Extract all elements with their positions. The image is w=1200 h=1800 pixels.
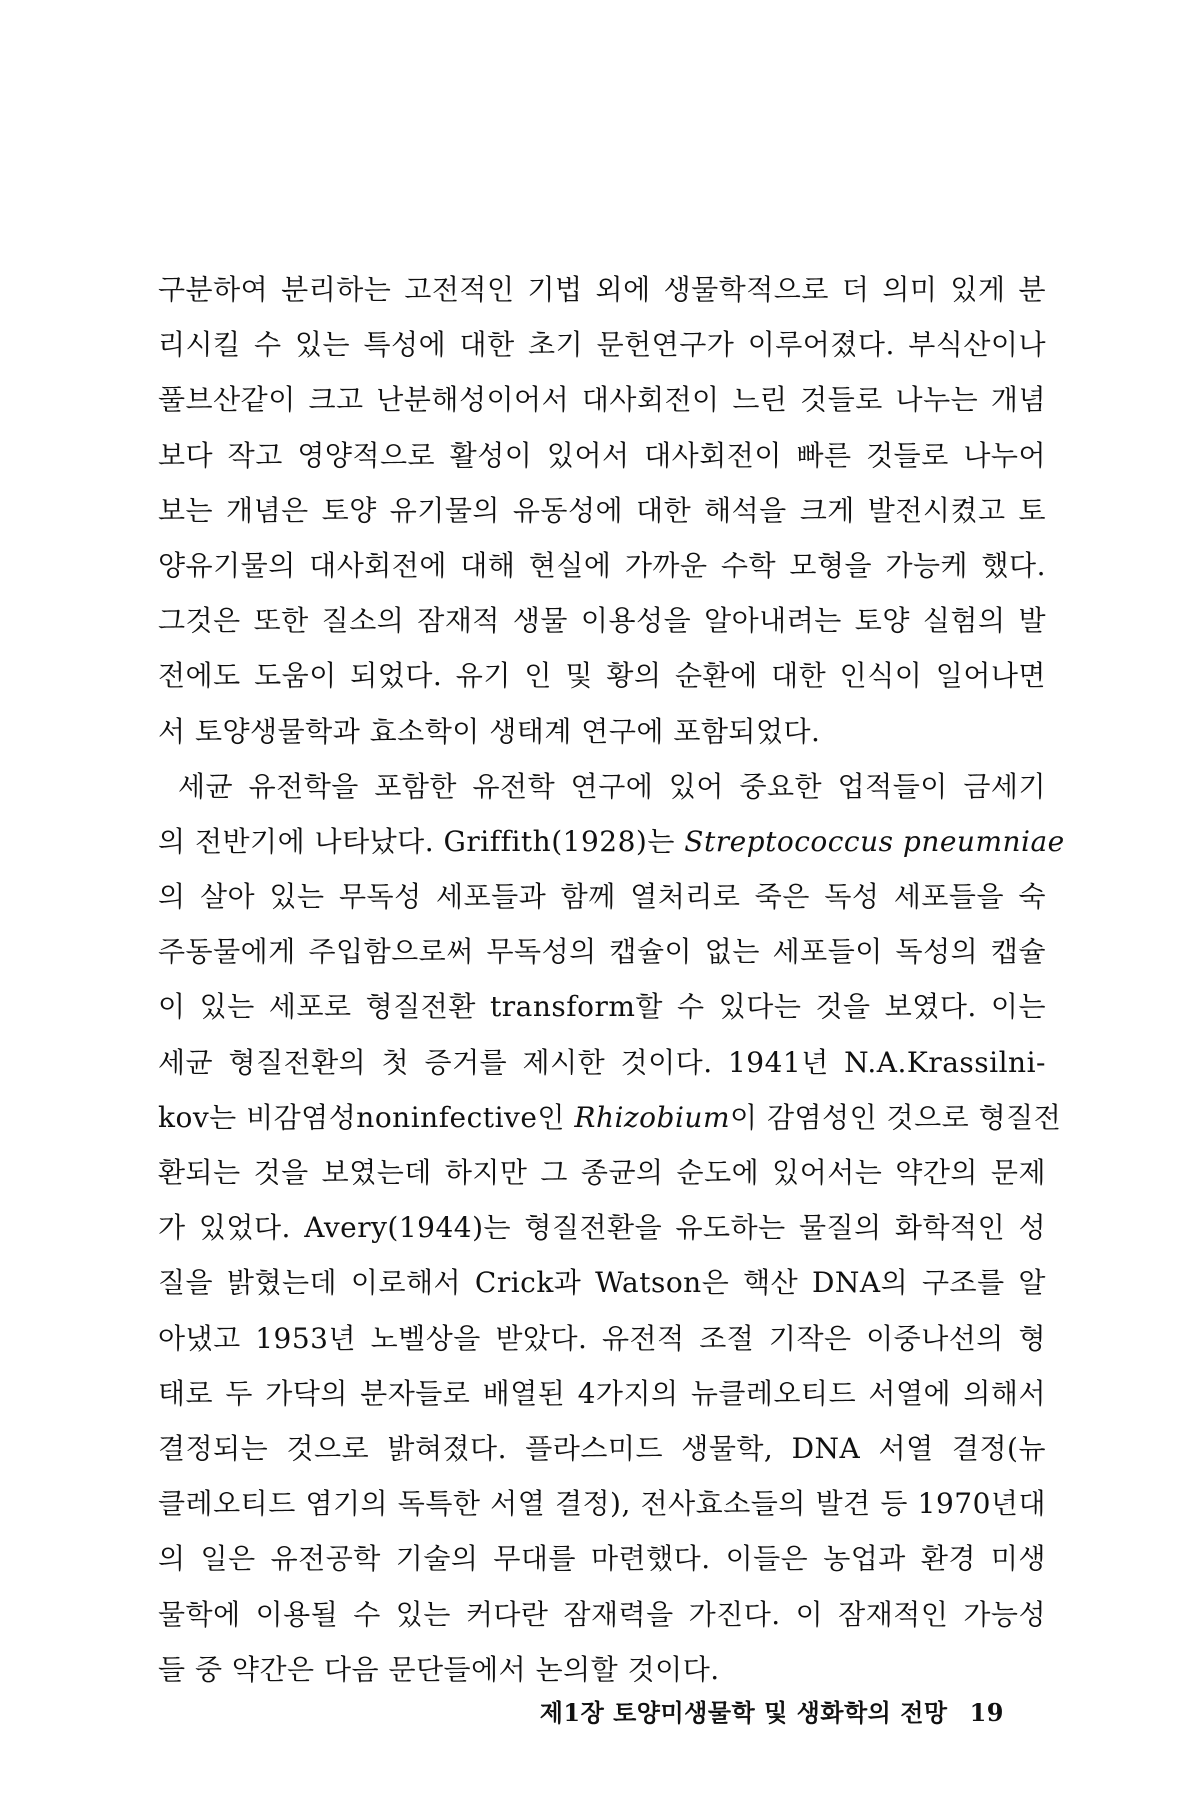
text-line: 풀브산같이 크고 난분해성이어서 대사회전이 느린 것들로 나누는 개념 (158, 383, 1046, 417)
text-line: 주동물에게 주입함으로써 무독성의 캡슐이 없는 세포들이 독성의 캡슐 (158, 935, 1046, 969)
text-line: 구분하여 분리하는 고전적인 기법 외에 생물학적으로 더 의미 있게 분 (158, 273, 1046, 306)
text-line: 질을 밝혔는데 이로해서 Crick과 Watson은 핵산 DNA의 구조를 알 (158, 1266, 1046, 1300)
running-footer (540, 1693, 1004, 1728)
text-line: 의 일은 유전공학 기술의 무대를 마련했다. 이들은 농업과 환경 미생 (158, 1542, 1046, 1576)
text-line: kov는 비감염성noninfective인 Rhizobium이 감염성인 것으로 형질전 (158, 1100, 1062, 1134)
scientific-name: Streptococcus pneumniae (684, 824, 1065, 858)
page-number: 19 (969, 1698, 1004, 1727)
paragraph-1 (158, 262, 1046, 759)
chapter-title: 제1장 토양미생물학 및 생화학의 전망 (539, 1698, 948, 1727)
text-line: 물학에 이용될 수 있는 커다란 잠재력을 가진다. 이 잠재적인 가능성 (158, 1597, 1046, 1631)
text-line: 아냈고 1953년 노벨상을 받았다. 유전적 조절 기작은 이중나선의 형 (158, 1321, 1046, 1355)
text-line: 클레오티드 염기의 독특한 서열 결정), 전사효소들의 발견 등 1970년대 (158, 1487, 1046, 1521)
text-line: 결정되는 것으로 밝혀졌다. 플라스미드 생물학, DNA 서열 결정(뉴 (158, 1431, 1046, 1465)
text-line: 그것은 또한 질소의 잠재적 생물 이용성을 알아내려는 토양 실험의 발 (158, 604, 1046, 638)
text-line: 리시킬 수 있는 특성에 대한 초기 문헌연구가 이루어졌다. 부식산이나 (158, 328, 1046, 362)
text-line: 이 있는 세포로 형질전환 transform할 수 있다는 것을 보였다. 이는 (158, 990, 1046, 1024)
text-line: 의 살아 있는 무독성 세포들과 함께 열처리로 죽은 독성 세포들을 숙 (158, 880, 1046, 914)
paragraph-2 (158, 759, 1065, 1697)
text-line: 환되는 것을 보였는데 하지만 그 종균의 순도에 있어서는 약간의 문제 (158, 1156, 1046, 1189)
text-line: 세균 유전학을 포함한 유전학 연구에 있어 중요한 업적들이 금세기 (178, 769, 1046, 803)
text-line: 의 전반기에 나타났다. Griffith(1928)는 Streptococcus pneumniae (158, 824, 1065, 858)
text-line: 서 토양생물학과 효소학이 생태계 연구에 포함되었다. (158, 714, 821, 748)
body-text (158, 262, 1065, 1697)
text-line: 가 있었다. Avery(1944)는 형질전환을 유도하는 물질의 화학적인 성 (158, 1211, 1046, 1245)
text-line: 전에도 도움이 되었다. 유기 인 및 황의 순환에 대한 인식이 일어나면 (158, 659, 1046, 693)
scientific-name: Rhizobium (574, 1100, 731, 1134)
text-line: 양유기물의 대사회전에 대해 현실에 가까운 수학 모형을 가능케 했다. (158, 548, 1046, 582)
text-line: 세균 형질전환의 첫 증거를 제시한 것이다. 1941년 N.A.Krassilni- (158, 1045, 1046, 1079)
text-line: 보는 개념은 토양 유기물의 유동성에 대한 해석을 크게 발전시켰고 토 (158, 493, 1046, 527)
text-line: 보다 작고 영양적으로 활성이 있어서 대사회전이 빠른 것들로 나누어 (158, 438, 1046, 472)
text-line: 태로 두 가닥의 분자들로 배열된 4가지의 뉴클레오티드 서열에 의해서 (158, 1376, 1046, 1410)
text-line: 들 중 약간은 다음 문단들에서 논의할 것이다. (158, 1652, 720, 1686)
